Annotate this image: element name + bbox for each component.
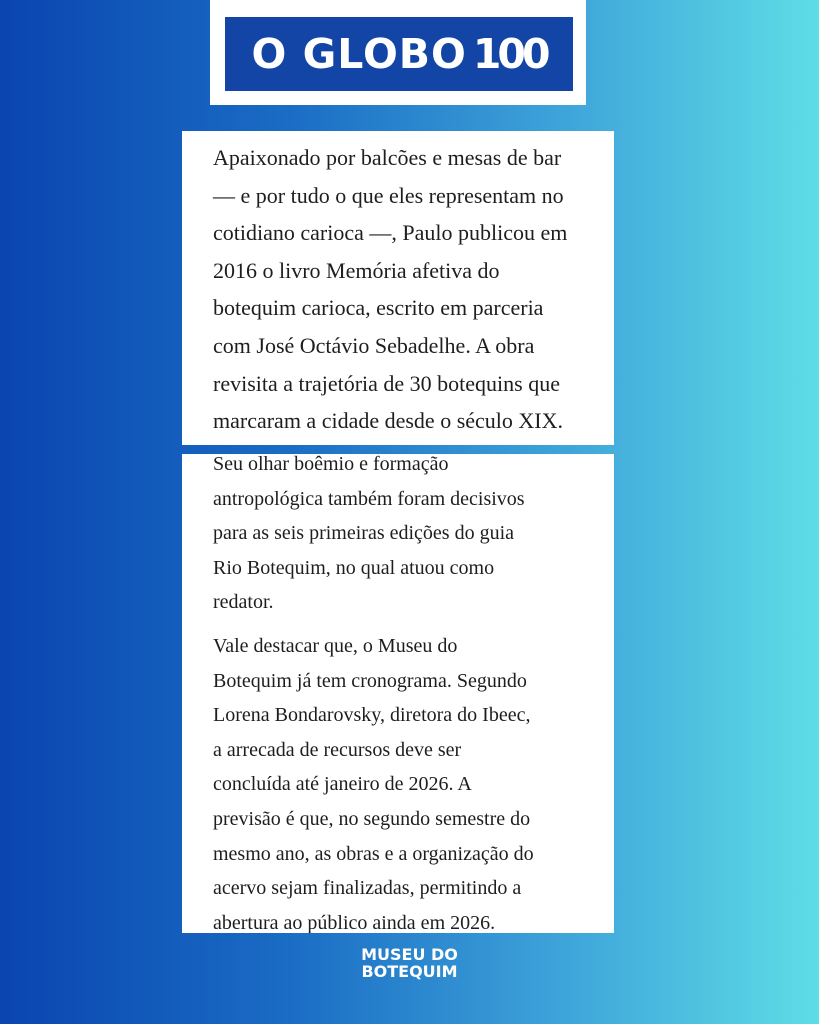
logo-number: 100 bbox=[472, 30, 547, 78]
clipping-line: Lorena Bondarovsky, diretora do Ibeec, bbox=[213, 704, 531, 727]
clipping-line: Vale destacar que, o Museu do bbox=[213, 634, 458, 657]
clipping-line: previsão é que, no segundo semestre do bbox=[213, 807, 531, 830]
clipping-line: cotidiano carioca —, Paulo publicou em bbox=[213, 220, 568, 246]
clipping-line: Rio Botequim, no qual atuou como bbox=[213, 556, 495, 579]
clipping-paragraph-1 bbox=[213, 454, 594, 620]
clipping-line: com José Octávio Sebadelhe. A obra bbox=[213, 332, 535, 358]
clipping-line: Seu olhar boêmio e formação bbox=[213, 454, 449, 475]
clipping-paragraph-2 bbox=[213, 629, 594, 933]
museum-brand-line-1: MUSEU DO bbox=[361, 945, 458, 964]
logo-name: O GLOBO bbox=[251, 30, 467, 78]
clipping-line: a arrecada de recursos deve ser bbox=[213, 738, 462, 761]
clipping-line: antropológica também foram decisivos bbox=[213, 487, 525, 510]
clipping-line: marcaram a cidade desde o século XIX. bbox=[213, 408, 564, 434]
clipping-line: Apaixonado por balcões e mesas de bar bbox=[213, 145, 562, 170]
museum-brand-line-2: BOTEQUIM bbox=[361, 962, 458, 981]
clipping-line: revisita a trajetória de 30 botequins que bbox=[213, 370, 560, 396]
clipping-line: — e por tudo o que eles representam no bbox=[213, 182, 564, 208]
clipping-line: Botequim já tem cronograma. Segundo bbox=[213, 669, 527, 692]
museum-brand bbox=[0, 946, 819, 980]
newspaper-logo bbox=[225, 17, 573, 91]
clipping-line: para as seis primeiras edições do guia bbox=[213, 522, 515, 545]
clipping-line: acervo sejam finalizadas, permitindo a bbox=[213, 877, 522, 900]
clipping-line: 2016 o livro Memória afetiva do bbox=[213, 257, 500, 283]
clipping-line: redator. bbox=[213, 591, 274, 614]
news-clipping-2 bbox=[182, 454, 614, 933]
clipping-line: abertura ao público ainda em 2026. bbox=[213, 911, 496, 933]
logo-text bbox=[252, 30, 547, 78]
news-clipping-1 bbox=[182, 131, 614, 445]
newspaper-logo-frame bbox=[210, 0, 586, 105]
clipping-line: concluída até janeiro de 2026. A bbox=[213, 773, 472, 796]
clipping-line: mesmo ano, as obras e a organização do bbox=[213, 842, 534, 865]
clipping-line: botequim carioca, escrito em parceria bbox=[213, 295, 544, 321]
